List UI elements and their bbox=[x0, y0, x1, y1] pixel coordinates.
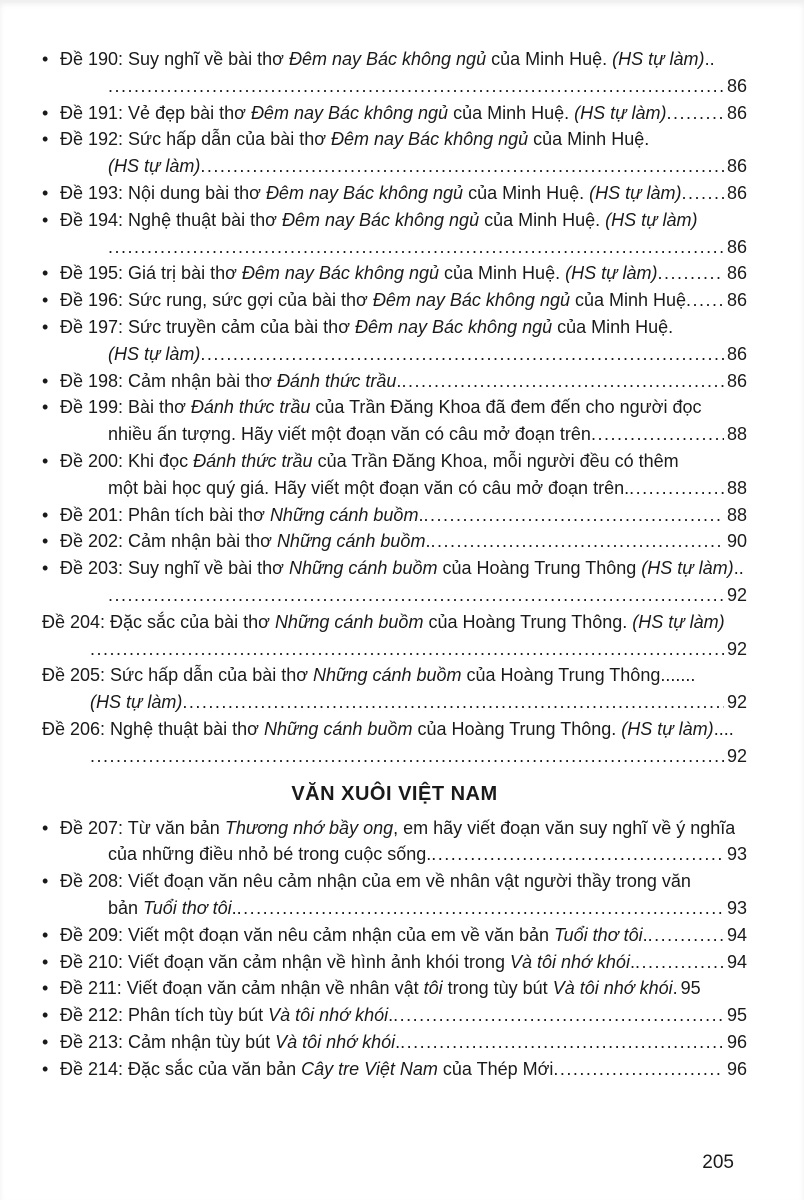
entry-page-number: 95 bbox=[726, 1005, 747, 1026]
toc-line bbox=[60, 73, 747, 100]
entry-text: của những điều nhỏ bé trong cuộc sống. bbox=[108, 844, 432, 865]
toc-entry bbox=[42, 287, 747, 314]
dot-leader bbox=[108, 234, 724, 261]
entry-page-number: 86 bbox=[726, 236, 747, 257]
entry-text: Đề 209: Viết một đoạn văn nêu cảm nhận của em về văn bản Tuổi thơ tôi. bbox=[60, 924, 648, 945]
bullet-icon: • bbox=[42, 129, 49, 150]
dot-leader bbox=[629, 475, 724, 502]
toc-line bbox=[60, 1002, 747, 1029]
bullet-icon: • bbox=[42, 102, 49, 123]
toc-entry bbox=[42, 368, 747, 395]
dot-leader bbox=[686, 287, 724, 314]
entry-text: (HS tự làm) bbox=[108, 343, 201, 364]
dot-leader bbox=[431, 841, 724, 868]
toc-line bbox=[42, 662, 747, 689]
dot-leader bbox=[393, 1002, 724, 1029]
entry-text: một bài học quý giá. Hãy viết một đoạn văn có câu mở đoạn trên. bbox=[108, 477, 630, 498]
entry-text: Đề 195: Giá trị bài thơ Đêm nay Bác không ngủ của Minh Huệ. (HS tự làm) bbox=[60, 263, 658, 284]
toc-entry bbox=[42, 922, 747, 949]
dot-leader bbox=[400, 1029, 724, 1056]
toc-entry bbox=[42, 949, 747, 976]
dot-leader bbox=[667, 100, 724, 127]
entry-text: Đề 194: Nghệ thuật bài thơ Đêm nay Bác không ngủ của Minh Huệ. (HS tự làm) bbox=[60, 209, 698, 230]
bullet-icon: • bbox=[42, 1031, 49, 1052]
toc-entry bbox=[42, 126, 747, 180]
entry-page-number: 88 bbox=[726, 504, 747, 525]
dot-leader bbox=[682, 180, 724, 207]
toc-line bbox=[60, 180, 747, 207]
toc-line bbox=[60, 1029, 747, 1056]
entry-text: Đề 214: Đặc sắc của văn bản Cây tre Việt Nam của Thép Mới bbox=[60, 1058, 554, 1079]
toc-entry bbox=[42, 100, 747, 127]
entry-page-number: 92 bbox=[726, 584, 747, 605]
toc-line bbox=[60, 555, 747, 582]
toc-line bbox=[60, 1056, 747, 1083]
bullet-icon: • bbox=[42, 397, 49, 418]
entry-page-number: 92 bbox=[726, 745, 747, 766]
bullet-icon: • bbox=[42, 209, 49, 230]
entry-page-number: 86 bbox=[726, 343, 747, 364]
dot-leader bbox=[237, 895, 724, 922]
entry-text: Đề 210: Viết đoạn văn cảm nhận về hình ảnh khói trong Và tôi nhớ khói. bbox=[60, 951, 635, 972]
bullet-icon: • bbox=[42, 49, 49, 69]
entry-text: Đề 203: Suy nghĩ về bài thơ Những cánh buồm của Hoàng Trung Thông (HS tự làm).. bbox=[60, 558, 744, 579]
toc-line bbox=[60, 126, 747, 153]
toc-entry bbox=[42, 555, 747, 609]
entry-text: Đề 211: Viết đoạn văn cảm nhận về nhân vật tôi trong tùy bút Và tôi nhớ khói. bbox=[60, 978, 678, 999]
toc-line bbox=[60, 207, 747, 234]
toc-line bbox=[60, 153, 747, 180]
dot-leader bbox=[658, 260, 724, 287]
toc-entry bbox=[42, 260, 747, 287]
toc-line bbox=[60, 394, 747, 421]
entry-text: Đề 191: Vẻ đẹp bài thơ Đêm nay Bác không ngủ của Minh Huệ. (HS tự làm) bbox=[60, 102, 667, 123]
toc-entry bbox=[42, 815, 747, 869]
entry-text: Đề 208: Viết đoạn văn nêu cảm nhận của em về nhân vật người thầy trong văn bbox=[60, 871, 691, 892]
entry-page-number: 86 bbox=[726, 370, 747, 391]
entry-text: Đề 201: Phân tích bài thơ Những cánh buồm. bbox=[60, 504, 424, 525]
toc-entry bbox=[42, 609, 747, 663]
toc-line bbox=[60, 815, 747, 842]
dot-leader bbox=[553, 1056, 724, 1083]
toc-entry bbox=[42, 868, 747, 922]
toc-line bbox=[42, 716, 747, 743]
toc-entry bbox=[42, 1002, 747, 1029]
toc-line bbox=[60, 368, 747, 395]
dot-leader bbox=[401, 368, 724, 395]
bullet-icon: • bbox=[42, 1005, 49, 1026]
dot-leader bbox=[90, 636, 724, 663]
toc-entry bbox=[42, 528, 747, 555]
toc-line bbox=[60, 975, 747, 1002]
dot-leader bbox=[108, 582, 724, 609]
entry-text: Đề 212: Phân tích tùy bút Và tôi nhớ khói. bbox=[60, 1005, 394, 1026]
dot-leader bbox=[182, 689, 724, 716]
footer-page-number: 205 bbox=[702, 1152, 734, 1173]
toc-entry bbox=[42, 448, 747, 502]
toc-entry bbox=[42, 180, 747, 207]
toc-line bbox=[60, 895, 747, 922]
entry-page-number: 86 bbox=[726, 290, 747, 311]
entry-text: Đề 198: Cảm nhận bài thơ Đánh thức trầu. bbox=[60, 370, 402, 391]
entry-page-number: 88 bbox=[726, 477, 747, 498]
entry-text: Đề 192: Sức hấp dẫn của bài thơ Đêm nay Bác không ngủ của Minh Huệ. bbox=[60, 129, 650, 150]
toc-line bbox=[60, 868, 747, 895]
toc-line bbox=[60, 341, 747, 368]
toc-entry bbox=[42, 1029, 747, 1056]
bullet-icon: • bbox=[42, 978, 49, 999]
bullet-icon: • bbox=[42, 924, 49, 945]
entry-text: Đề 199: Bài thơ Đánh thức trầu của Trần Đăng Khoa đã đem đến cho người đọc bbox=[60, 397, 702, 418]
section-header: VĂN XUÔI VIỆT NAM bbox=[291, 782, 498, 805]
bullet-icon: • bbox=[42, 316, 49, 337]
toc-line bbox=[60, 46, 747, 73]
entry-text: Đề 206: Nghệ thuật bài thơ Những cánh buồm của Hoàng Trung Thông. (HS tự làm).... bbox=[42, 718, 734, 739]
toc-line bbox=[42, 609, 747, 636]
dot-leader bbox=[635, 949, 724, 976]
bullet-icon: • bbox=[42, 370, 49, 391]
dot-leader bbox=[90, 743, 724, 770]
toc-line bbox=[60, 475, 747, 502]
toc-line bbox=[42, 743, 747, 770]
entry-text: Đề 204: Đặc sắc của bài thơ Những cánh buồm của Hoàng Trung Thông. (HS tự làm) bbox=[42, 611, 725, 632]
toc-entry bbox=[42, 394, 747, 448]
toc-entry bbox=[42, 1056, 747, 1083]
entry-page-number: 92 bbox=[726, 638, 747, 659]
entry-text: bản Tuổi thơ tôi. bbox=[108, 897, 237, 918]
entry-page-number: 94 bbox=[726, 924, 747, 945]
entry-page-number: 86 bbox=[726, 263, 747, 284]
bullet-icon: • bbox=[42, 182, 49, 203]
bullet-icon: • bbox=[42, 871, 49, 892]
entry-text: Đề 193: Nội dung bài thơ Đêm nay Bác không ngủ của Minh Huệ. (HS tự làm) bbox=[60, 182, 682, 203]
entry-page-number: 93 bbox=[726, 844, 747, 865]
entry-text: (HS tự làm) bbox=[108, 156, 201, 177]
entry-page-number: 96 bbox=[726, 1031, 747, 1052]
toc-line bbox=[42, 636, 747, 663]
toc-line bbox=[60, 502, 747, 529]
toc-line bbox=[60, 100, 747, 127]
toc-line bbox=[60, 582, 747, 609]
entry-text: nhiều ấn tượng. Hãy viết một đoạn văn có câu mở đoạn trên bbox=[108, 424, 591, 445]
toc-line bbox=[60, 841, 747, 868]
dot-leader bbox=[200, 341, 724, 368]
bullet-icon: • bbox=[42, 263, 49, 284]
entry-page-number: 90 bbox=[726, 531, 747, 552]
bullet-icon: • bbox=[42, 531, 49, 552]
entry-text: Đề 213: Cảm nhận tùy bút Và tôi nhớ khói. bbox=[60, 1031, 401, 1052]
entry-text: Đề 202: Cảm nhận bài thơ Những cánh buồm. bbox=[60, 531, 431, 552]
entry-page-number: 93 bbox=[726, 897, 747, 918]
toc-entry bbox=[42, 46, 747, 100]
entry-page-number: 95 bbox=[680, 978, 701, 999]
bullet-icon: • bbox=[42, 817, 49, 838]
toc-entry bbox=[42, 502, 747, 529]
toc-entry bbox=[42, 662, 747, 716]
toc-entry bbox=[42, 975, 747, 1002]
toc-line bbox=[60, 421, 747, 448]
toc-line bbox=[60, 287, 747, 314]
entry-page-number: 96 bbox=[726, 1058, 747, 1079]
entry-page-number: 86 bbox=[726, 182, 747, 203]
dot-leader bbox=[423, 502, 724, 529]
toc-line bbox=[60, 922, 747, 949]
toc-line bbox=[60, 314, 747, 341]
entry-text: Đề 197: Sức truyền cảm của bài thơ Đêm nay Bác không ngủ của Minh Huệ. bbox=[60, 316, 674, 337]
entry-text: (HS tự làm) bbox=[90, 692, 183, 713]
entry-text: Đề 190: Suy nghĩ về bài thơ Đêm nay Bác không ngủ của Minh Huệ. (HS tự làm).. bbox=[60, 49, 715, 69]
entry-text: Đề 207: Từ văn bản Thương nhớ bầy ong, em hãy viết đoạn văn suy nghĩ về ý nghĩa bbox=[60, 817, 736, 838]
dot-leader bbox=[108, 73, 724, 100]
bullet-icon: • bbox=[42, 290, 49, 311]
toc-entry bbox=[42, 207, 747, 261]
table-of-contents bbox=[42, 46, 747, 1082]
entry-text: Đề 196: Sức rung, sức gợi của bài thơ Đêm nay Bác không ngủ của Minh Huệ bbox=[60, 290, 687, 311]
entry-page-number: 86 bbox=[726, 75, 747, 96]
entry-page-number: 94 bbox=[726, 951, 747, 972]
toc-line bbox=[60, 260, 747, 287]
toc-line bbox=[60, 448, 747, 475]
dot-leader bbox=[648, 922, 724, 949]
entry-text: Đề 205: Sức hấp dẫn của bài thơ Những cánh buồm của Hoàng Trung Thông....... bbox=[42, 665, 696, 686]
dot-leader bbox=[430, 528, 724, 555]
toc-entry bbox=[42, 314, 747, 368]
dot-leader bbox=[591, 421, 724, 448]
bullet-icon: • bbox=[42, 450, 49, 471]
entry-text: Đề 200: Khi đọc Đánh thức trầu của Trần Đăng Khoa, mỗi người đều có thêm bbox=[60, 450, 679, 471]
toc-line bbox=[60, 528, 747, 555]
dot-leader bbox=[200, 153, 724, 180]
bullet-icon: • bbox=[42, 558, 49, 579]
toc-line bbox=[60, 949, 747, 976]
toc-entry bbox=[42, 716, 747, 770]
entry-page-number: 86 bbox=[726, 102, 747, 123]
entry-page-number: 92 bbox=[726, 692, 747, 713]
entry-page-number: 86 bbox=[726, 156, 747, 177]
bullet-icon: • bbox=[42, 504, 49, 525]
bullet-icon: • bbox=[42, 951, 49, 972]
toc-line bbox=[60, 234, 747, 261]
bullet-icon: • bbox=[42, 1058, 49, 1079]
toc-line bbox=[42, 689, 747, 716]
entry-page-number: 88 bbox=[726, 424, 747, 445]
